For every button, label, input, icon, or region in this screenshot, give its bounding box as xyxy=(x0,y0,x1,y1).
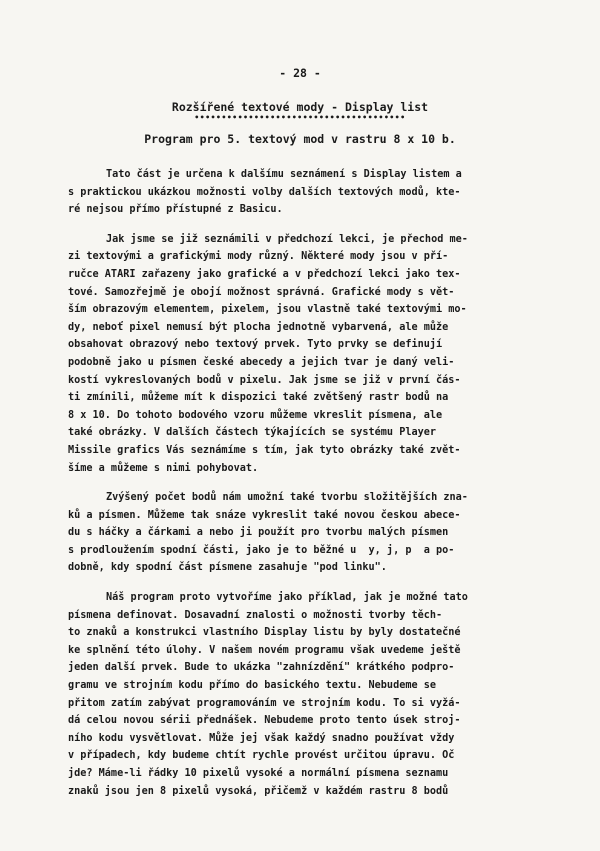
text-line: ků a písmen. Můžeme tak snáze vykreslit také novou českou abece- xyxy=(68,509,461,521)
text-line: jeden další prvek. Bude to ukázka "zahnízdění" krátkého podpro- xyxy=(68,662,455,674)
text-line: Tato část je určena k dalšímu seznámení s Display listem a xyxy=(106,169,462,180)
paragraph xyxy=(68,231,526,477)
text-line: Jak jsme se již seznámili v předchozí lekci, je přechod me- xyxy=(106,233,468,245)
text-line: šíme a můžeme s nimi pohybovat. xyxy=(68,462,259,474)
title-underline: ••••••••••••••••••••••••••••••••••••••• xyxy=(194,113,406,122)
text-line: přitom zatím zabývat programováním ve strojním kodu. To si vyžá- xyxy=(68,697,461,709)
text-line: dy, neboť pixel nemusí být plocha jednotně vybarvená, ale může xyxy=(68,321,449,333)
text-line: s prodloužením spodní části, jako je to běžné u y, j, p a po- xyxy=(68,544,455,556)
text-line: také obrázky. V dalších částech týkajících se systému Player xyxy=(68,427,437,439)
section-title: Rozšířené textové mody - Display list xyxy=(171,100,429,114)
paragraph xyxy=(68,489,526,577)
section-subtitle: Program pro 5. textový mod v rastru 8 x 10 b. xyxy=(144,132,456,146)
text-line: dá celou novou sérii přednášek. Nebudeme proto tento úsek stroj- xyxy=(68,715,461,727)
text-line: to znaků a konstrukci vlastního Display listu by byly dostatečné xyxy=(68,627,461,639)
text-line: du s háčky a čárkami a nebo ji použít pro tvorbu malých písmen xyxy=(68,527,449,539)
text-line: s praktickou ukázkou možnosti volby dalších textových modů, kte- xyxy=(68,186,461,198)
text-line: v případech, kdy budeme chtít rychle provést určitou úpravu. Oč xyxy=(68,750,455,762)
text-line: kostí vykreslovaných bodů v pixelu. Jak jsme se již v první čás- xyxy=(68,374,461,386)
text-line: ti zmínili, můžeme mít k dispozici také zvětšený rastr bodů na xyxy=(68,392,449,404)
text-line: tové. Samozřejmě je obojí možnost správná. Grafické mody s vět- xyxy=(68,286,455,298)
page-number: - 28 - xyxy=(279,66,321,80)
body-text xyxy=(68,166,526,812)
text-line: Náš program proto vytvoříme jako příklad, jak je možné tato xyxy=(106,592,468,604)
text-line: zi textovými a grafickými mody různý. Některé mody jsou v pří- xyxy=(68,251,449,263)
text-line: ke splnění této úlohy. V našem novém programu však uvedeme ještě xyxy=(68,644,461,656)
text-line: Missile grafics Vás seznámíme s tím, jak tyto obrázky také zvět- xyxy=(68,444,461,456)
text-line: ručce ATARI zařazeny jako grafické a v předchozí lekci jako tex- xyxy=(68,268,461,280)
text-line: podobně jako u písmen české abecedy a jejich tvar je daný veli- xyxy=(68,356,455,368)
text-line: ším obrazovým elementem, pixelem, jsou vlastně také textovými mo- xyxy=(68,304,467,316)
text-line: obsahovat obrazový nebo textový prvek. Tyto prvky se definují xyxy=(68,339,443,351)
text-line: Zvýšený počet bodů nám umožní také tvorbu složitějších zna- xyxy=(106,492,468,504)
text-line: gramu ve strojním kodu přímo do basického textu. Nebudeme se xyxy=(68,680,437,692)
paragraph xyxy=(68,166,526,219)
text-line: 8 x 10. Do tohoto bodového vzoru můžeme vkreslit písmena, ale xyxy=(68,409,443,421)
text-line: znaků jsou jen 8 pixelů vysoká, přičemž v každém rastru 8 bodů xyxy=(68,785,449,797)
paragraph xyxy=(68,589,526,800)
text-line: dobně, kdy spodní část písmene zasahuje "pod linku". xyxy=(68,562,387,574)
text-line: písmena definovat. Dosavadní znalosti o možnosti tvorby těch- xyxy=(68,609,443,621)
text-line: ré nejsou přímo přístupné z Basicu. xyxy=(68,204,283,216)
text-line: ního kodu vysvětlovat. Může jej však každý snadno používat vždy xyxy=(68,732,455,744)
text-line: jde? Máme-li řádky 10 pixelů vysoké a normální písmena seznamu xyxy=(68,768,449,779)
